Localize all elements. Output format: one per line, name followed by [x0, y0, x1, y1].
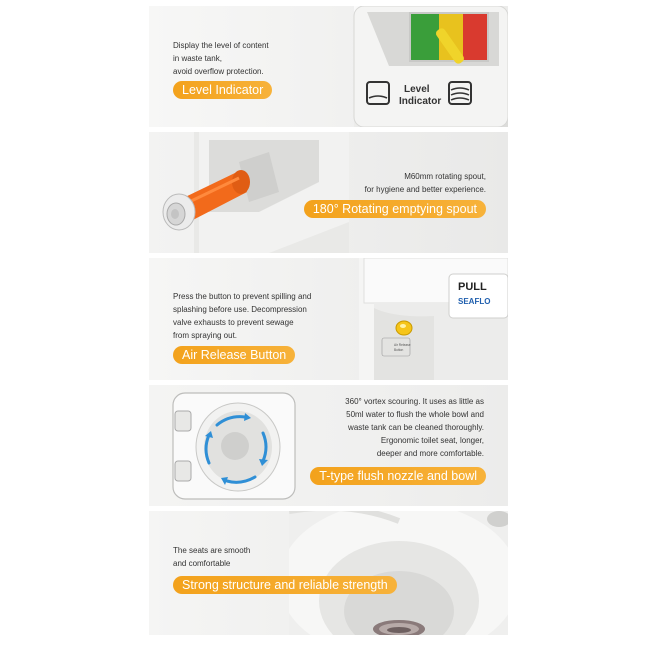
spout-title: 180° Rotating emptying spout — [304, 200, 486, 218]
button-label-line2: Button — [394, 348, 404, 352]
pull-handle — [449, 274, 508, 318]
level-indicator-title: Level Indicator — [173, 81, 272, 99]
level-indicator-illustration — [349, 6, 508, 127]
level-gauge — [411, 14, 487, 65]
flush-title: T-type flush nozzle and bowl — [310, 467, 486, 485]
air-release-title: Air Release Button — [173, 346, 295, 364]
button-label-line1: Air Release — [394, 343, 411, 347]
flush-description: 360° vortex scouring. It uses as little as 50ml water to flush the whole bowl and waste tank can be cleaned thoroughly. Ergonomic toilet seat, longer, deeper and more comfortable. — [345, 397, 484, 458]
pull-label: PULL — [458, 281, 487, 293]
section-strong-structure — [149, 511, 508, 635]
air-release-button — [396, 321, 412, 335]
bowl-top-view-illustration — [169, 391, 299, 503]
section-air-release — [149, 258, 508, 380]
air-release-description: Press the button to prevent spilling and splashing before use. Decompression valve exhausts to prevent sewage from spraying out. — [173, 292, 312, 340]
level-label-line2: Indicator — [399, 96, 442, 107]
section-flush-bowl — [149, 385, 508, 506]
bowl-interior-illustration — [289, 511, 508, 635]
air-release-illustration — [354, 258, 508, 380]
section-level-indicator — [149, 6, 508, 127]
structure-description: The seats are smooth and comfortable — [173, 546, 251, 568]
level-label-line1: Level — [404, 84, 430, 95]
spout-illustration — [149, 132, 349, 253]
level-indicator-description: Display the level of content in waste tank, avoid overflow protection. — [173, 41, 269, 76]
spout-cap — [163, 194, 195, 230]
spout-description: M60mm rotating spout, for hygiene and better experience. — [364, 172, 486, 194]
section-rotating-spout — [149, 132, 508, 253]
brand-logo: SEAFLO — [458, 297, 491, 306]
structure-title: Strong structure and reliable strength — [173, 576, 397, 594]
